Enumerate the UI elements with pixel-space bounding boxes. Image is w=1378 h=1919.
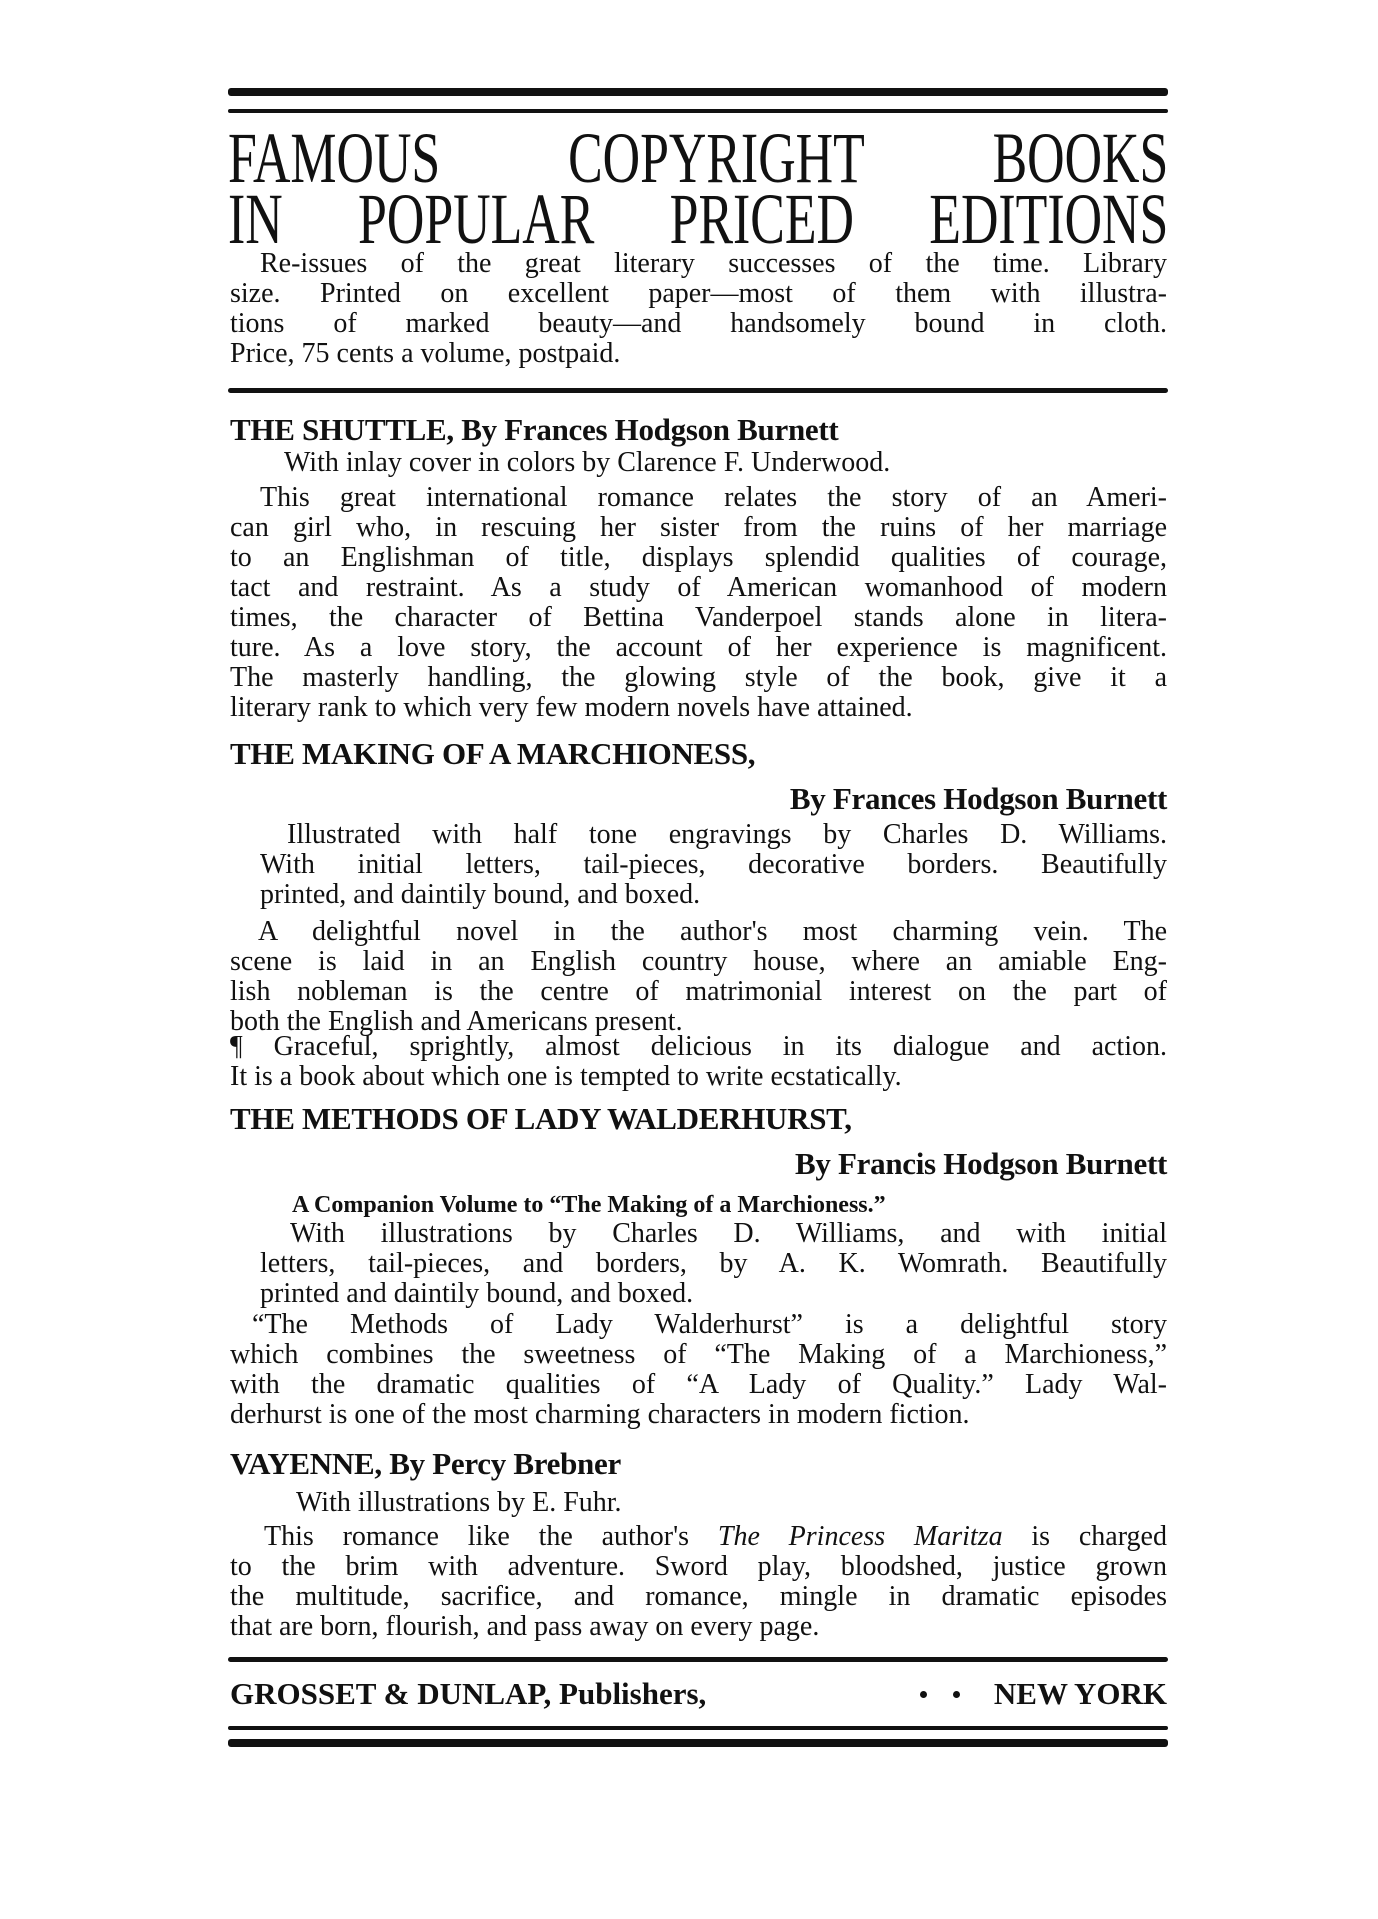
book-title-italic: The Princess Maritza <box>717 1521 1003 1552</box>
text-line <box>230 1522 1167 1552</box>
text-line: The masterly handling, the glowing style of the book, give it a <box>230 662 1167 693</box>
text-line: It is a book about which one is tempted to write ecstatically. <box>230 1061 902 1092</box>
book-heading-vayenne: VAYENNE, By Percy Brebner <box>230 1446 621 1481</box>
intro-paragraph <box>230 249 1167 369</box>
text-segment: This romance like the author's <box>264 1521 718 1552</box>
title-word: IN <box>228 179 283 259</box>
text-line: A delightful novel in the author's most charming vein. The <box>258 916 1167 947</box>
book-description-walderhurst <box>230 1310 1167 1430</box>
top-thick-rule <box>228 88 1168 96</box>
text-line: lish nobleman is the centre of matrimonial interest on the part of <box>230 976 1167 1007</box>
text-line: With illustrations by Charles D. Williams, and with initial <box>290 1218 1167 1249</box>
book-heading-shuttle: THE SHUTTLE, By Frances Hodgson Burnett <box>230 412 839 447</box>
book-note-walderhurst <box>260 1219 1167 1309</box>
text-line: derhurst is one of the most charming characters in modern fiction. <box>230 1399 970 1430</box>
title-word: BOOKS <box>992 118 1169 198</box>
publisher-line <box>230 1677 1167 1711</box>
description-continuation <box>230 1552 1167 1642</box>
top-thin-rule <box>228 109 1168 113</box>
title-word: COPYRIGHT <box>568 118 865 198</box>
text-line: literary rank to which very few modern novels have attained. <box>230 692 913 723</box>
text-line: times, the character of Bettina Vanderpoel stands alone in litera- <box>230 602 1167 633</box>
text-line: printed and daintily bound, and boxed. <box>260 1278 694 1309</box>
text-line: to an Englishman of title, displays splendid qualities of courage, <box>230 542 1167 573</box>
dot <box>953 1691 960 1698</box>
dot <box>920 1691 927 1698</box>
text-line: printed, and daintily bound, and boxed. <box>260 879 701 910</box>
section-rule <box>228 388 1168 393</box>
text-line: Re-issues of the great literary successes of the time. Library <box>260 248 1167 279</box>
title-word: POPULAR <box>358 179 595 259</box>
text-line: that are born, flourish, and pass away on every page. <box>230 1611 820 1642</box>
text-line: tions of marked beauty—and handsomely bound in cloth. <box>230 308 1167 339</box>
text-line: size. Printed on excellent paper—most of them with illustra- <box>230 278 1167 309</box>
text-segment: is charged <box>1002 1521 1167 1552</box>
book-byline-walderhurst: By Francis Hodgson Burnett <box>795 1146 1167 1181</box>
footer-top-rule <box>228 1657 1168 1662</box>
text-line: the multitude, sacrifice, and romance, mingle in dramatic episodes <box>230 1581 1167 1612</box>
book-companion-note: A Companion Volume to “The Making of a Marchioness.” <box>292 1192 886 1218</box>
text-line: This great international romance relates the story of an Ameri- <box>260 482 1167 513</box>
text-line: tact and restraint. As a study of American womanhood of modern <box>230 572 1167 603</box>
publisher-name: GROSSET & DUNLAP, Publishers, <box>230 1676 707 1711</box>
book-description-marchioness <box>230 917 1167 1037</box>
text-line: which combines the sweetness of “The Making of a Marchioness,” <box>230 1339 1167 1370</box>
text-line: with the dramatic qualities of “A Lady of Quality.” Lady Wal- <box>230 1369 1167 1400</box>
footer-thick-rule <box>228 1739 1168 1747</box>
publisher-city: NEW YORK <box>993 1676 1167 1711</box>
book-heading-marchioness: THE MAKING OF A MARCHIONESS, <box>230 736 756 771</box>
book-description-shuttle <box>230 483 1167 723</box>
text-line: Price, 75 cents a volume, postpaid. <box>230 338 621 369</box>
book-description-vayenne <box>230 1522 1167 1642</box>
text-line: scene is laid in an English country house, where an amiable Eng- <box>230 946 1167 977</box>
text-line: letters, tail-pieces, and borders, by A. K. Womrath. Beautifully <box>260 1248 1167 1279</box>
book-note-shuttle: With inlay cover in colors by Clarence F. Underwood. <box>284 447 891 478</box>
text-line: to the brim with adventure. Sword play, bloodshed, justice grown <box>230 1551 1167 1582</box>
text-line: Illustrated with half tone engravings by Charles D. Williams. <box>287 819 1167 850</box>
book-heading-walderhurst: THE METHODS OF LADY WALDERHURST, <box>230 1101 852 1136</box>
book-note-marchioness <box>260 820 1167 910</box>
page-title <box>228 118 1169 259</box>
separator-dots <box>920 1691 960 1698</box>
text-line: can girl who, in rescuing her sister from the ruins of her marriage <box>230 512 1167 543</box>
title-line-2 <box>228 179 1169 259</box>
title-word: FAMOUS <box>228 118 441 198</box>
text-line: both the English and Americans present. <box>230 1006 683 1037</box>
text-line: With initial letters, tail-pieces, decorative borders. Beautifully <box>260 849 1167 880</box>
title-word: PRICED <box>669 179 854 259</box>
footer-thin-rule <box>228 1726 1168 1730</box>
book-byline-marchioness: By Frances Hodgson Burnett <box>789 781 1167 816</box>
text-line: ture. As a love story, the account of her experience is magnificent. <box>230 632 1167 663</box>
title-word: EDITIONS <box>929 179 1169 259</box>
book-note-vayenne: With illustrations by E. Fuhr. <box>296 1487 622 1518</box>
book-description-marchioness-2 <box>230 1032 1167 1092</box>
text-line: “The Methods of Lady Walderhurst” is a delightful story <box>252 1309 1167 1340</box>
text-line: ¶ Graceful, sprightly, almost delicious in its dialogue and action. <box>230 1031 1167 1062</box>
